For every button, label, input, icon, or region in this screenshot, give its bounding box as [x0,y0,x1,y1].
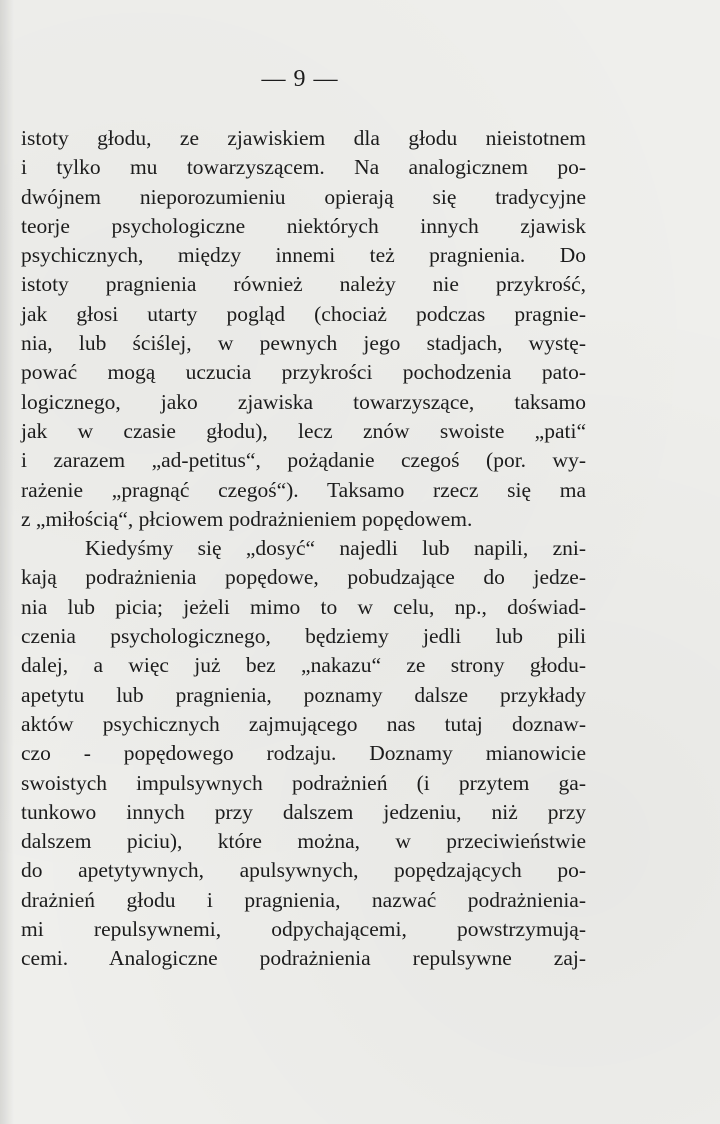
text-line: tunkowo innych przy dalszem jedzeniu, niż przy [21,799,586,824]
text-line: rażenie „pragnąć czegoś“). Taksamo rzecz się ma [21,477,586,502]
text-line: czenia psychologicznego, będziemy jedli lub pili [21,624,586,649]
body-text [21,124,586,974]
text-line: istoty pragnienia również należy nie przykrość, [21,272,586,297]
text-line: dalszem piciu), które można, w przeciwieństwie [21,829,586,854]
text-line: nia, lub ściślej, w pewnych jego stadjach, wystę- [21,331,586,356]
text-line: logicznego, jako zjawiska towarzyszące, taksamo [21,389,586,414]
text-line: istoty głodu, ze zjawiskiem dla głodu nieistotnem [21,126,586,150]
page-shadow-edge [0,0,14,1124]
text-line: jak w czasie głodu), lecz znów swoiste „pati“ [21,418,586,443]
text-line: kają podrażnienia popędowe, pobudzające do jedze- [21,565,586,590]
text-line: psychicznych, między innemi też pragnienia. Do [21,243,586,268]
paragraph-1 [21,124,586,534]
text-line: swoistych impulsywnych podrażnień (i przytem ga- [21,770,586,795]
text-line: jak głosi utarty pogląd (chociaż podczas pragnie- [21,301,586,326]
text-line: dwójnem nieporozumieniu opierają się tradycyjne [21,184,586,209]
text-line: aktów psychicznych zajmującego nas tutaj doznaw- [21,711,586,736]
page-number: — 9 — [261,66,339,92]
text-line: do apetytywnych, apulsywnych, popędzających po- [21,858,586,883]
text-line: teorje psychologiczne niektórych innych zjawisk [21,213,586,238]
text-line: drażnień głodu i pragnienia, nazwać podrażnienia- [21,887,586,912]
paragraph-2 [21,534,586,973]
text-line: mi repulsywnemi, odpychającemi, powstrzymują- [21,917,586,942]
text-line: dalej, a więc już bez „nakazu“ ze strony głodu- [21,653,586,678]
text-line: i tylko mu towarzyszącem. Na analogicznem po- [21,155,586,180]
text-line: Kiedyśmy się „dosyć“ najedli lub napili, zni- [85,536,586,561]
text-line: cemi. Analogiczne podrażnienia repulsywne zaj- [21,946,586,971]
text-line: pować mogą uczucia przykrości pochodzenia pato- [21,360,586,385]
text-line: z „miłością“, płciowem podrażnieniem popędowem. [21,506,473,531]
text-line: i zarazem „ad-petitus“, pożądanie czegoś (por. wy- [21,448,586,473]
text-line: nia lub picia; jeżeli mimo to w celu, np., doświad- [21,594,586,619]
text-line: apetytu lub pragnienia, poznamy dalsze przykłady [21,682,586,707]
text-line: czo - popędowego rodzaju. Doznamy mianowicie [21,741,586,766]
